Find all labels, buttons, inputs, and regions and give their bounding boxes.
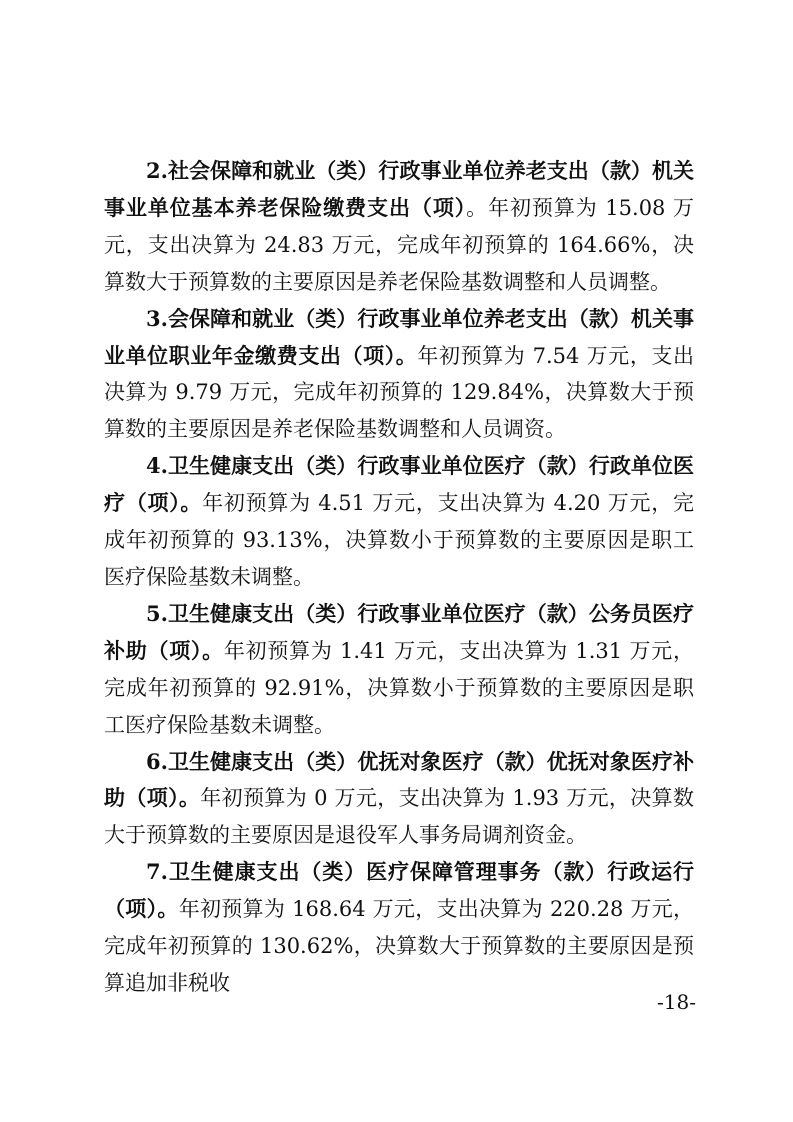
paragraph-text: 年初预算为 1.41 万元，支出决算为 1.31 万元，完成年初预算的 92.91%，决算数小于预算数的主要原因是职工医疗保险基数未调整。 <box>104 638 694 737</box>
paragraph-text: 年初预算为 168.64 万元，支出决算为 220.28 万元，完成年初预算的 130.62%，决算数大于预算数的主要原因是预算追加非税收 <box>104 897 694 995</box>
paragraph-text: 年初预算为 0 万元，支出决算为 1.93 万元，决算数大于预算数的主要原因是退役军人事务局调剂资金。 <box>104 786 694 848</box>
paragraph-item-2 <box>104 153 694 301</box>
paragraph-item-4 <box>104 448 694 596</box>
paragraph-item-5 <box>104 596 694 744</box>
paragraph-heading: 6.卫生健康支出（类）优抚对象医疗（款）优抚对象医疗补助（项）。 <box>104 748 694 811</box>
paragraph-text: 。年初预算为 15.08 万元，支出决算为 24.83 万元，完成年初预算的 164.66%，决算数大于预算数的主要原因是养老保险基数调整和人员调整。 <box>104 195 695 294</box>
paragraph-heading: 2.社会保障和就业（类）行政事业单位养老支出（款）机关事业单位基本养老保险缴费支出（项） <box>104 158 694 220</box>
page-number: -18- <box>657 990 696 1014</box>
paragraph-item-3 <box>104 301 694 449</box>
paragraph-text: 年初预算为 7.54 万元，支出决算为 9.79 万元，完成年初预算的 129.84%，决算数大于预算数的主要原因是养老保险基数调整和人员调资。 <box>104 343 695 442</box>
paragraph-heading: 5.卫生健康支出（类）行政事业单位医疗（款）公务员医疗补助（项）。 <box>104 600 694 663</box>
document-body <box>104 153 694 1002</box>
paragraph-heading: 7.卫生健康支出（类）医疗保障管理事务（款）行政运行（项）。 <box>104 859 694 922</box>
paragraph-item-7 <box>104 854 694 1002</box>
paragraph-text: 年初预算为 4.51 万元，支出决算为 4.20 万元，完成年初预算的 93.13%，决算数小于预算数的主要原因是职工医疗保险基数未调整。 <box>104 491 694 589</box>
paragraph-heading: 3.会保障和就业（类）行政事业单位养老支出（款）机关事业单位职业年金缴费支出（项）。 <box>104 305 694 368</box>
paragraph-heading: 4.卫生健康支出（类）行政事业单位医疗（款）行政单位医疗（项）。 <box>104 453 694 516</box>
paragraph-item-6 <box>104 744 694 855</box>
